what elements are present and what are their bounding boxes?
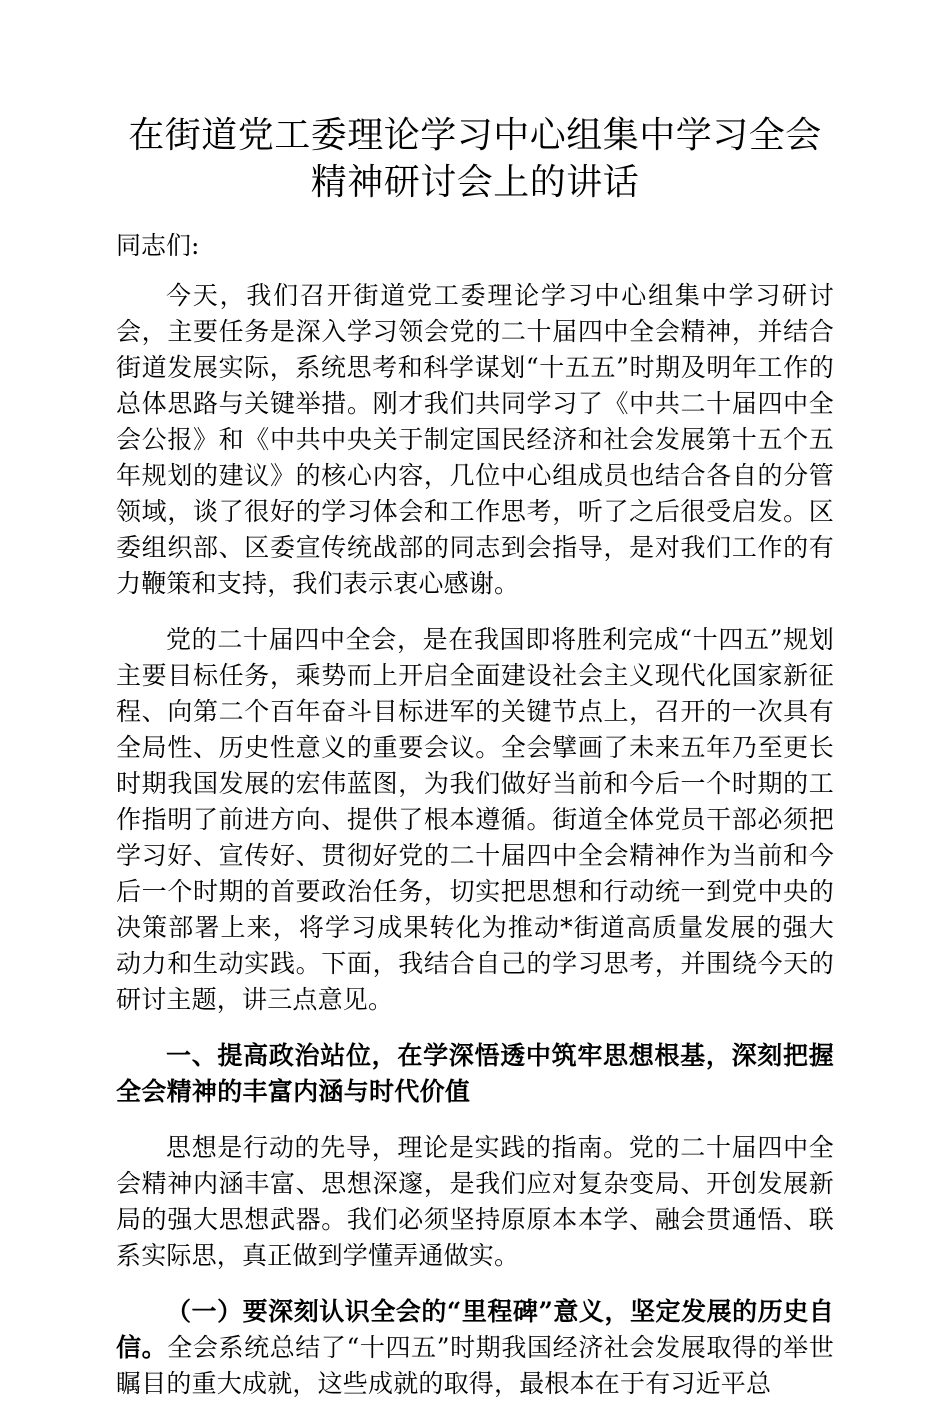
paragraph-context: 党的二十届四中全会，是在我国即将胜利完成“十四五”规划主要目标任务，乘势而上开启全面建设社会主义现代化国家新征程、向第二个百年奋斗目标进军的关键节点上，召开的一次具有全局性、历史性意义的重要会议。全会擘画了未来五年乃至更长时期我国发展的宏伟蓝图，为我们做好当前和今后一个时期的工作指明了前进方向、提供了根本遵循。街道全体党员干部必须把学习好、宣传好、贯彻好党的二十届四中全会精神作为当前和今后一个时期的首要政治任务，切实把思想和行动统一到党中央的决策部署上来，将学习成果转化为推动*街道高质量发展的强大动力和生动实践。下面，我结合自己的学习思考，并围绕今天的研讨主题，讲三点意见。 bbox=[116, 625, 834, 1014]
document-title: 在街道党工委理论学习中心组集中学习全会精神研讨会上的讲话 bbox=[128, 115, 822, 203]
subsection-1-paragraph bbox=[116, 1294, 834, 1402]
subsection-1-text: 全会系统总结了“十四五”时期我国经济社会发展取得的举世瞩目的重大成就，这些成就的取得，最根本在于有习近平总 bbox=[116, 1333, 834, 1398]
paragraph-intro: 今天，我们召开街道党工委理论学习中心组集中学习研讨会，主要任务是深入学习领会党的二十届四中全会精神，并结合街道发展实际，系统思考和科学谋划“十五五”时期及明年工作的总体思路与关键举措。刚才我们共同学习了《中共二十届四中全会公报》和《中共中央关于制定国民经济和社会发展第十五个五年规划的建议》的核心内容，几位中心组成员也结合各自的分管领域，谈了很好的学习体会和工作思考，听了之后很受启发。区委组织部、区委宣传统战部的同志到会指导，是对我们工作的有力鞭策和支持，我们表示衷心感谢。 bbox=[116, 281, 834, 598]
document-page bbox=[116, 112, 834, 1402]
subsection-1-lead: （一）要深刻认识全会的“里程碑”意义，坚定发展的历史自信。 bbox=[116, 1297, 834, 1362]
section-1-paragraph: 思想是行动的先导，理论是实践的指南。党的二十届四中全会精神内涵丰富、思想深邃，是我们应对复杂变局、开创发展新局的强大思想武器。我们必须坚持原原本本学、融会贯通悟、联系实际思，真正做到学懂弄通做实。 bbox=[116, 1133, 834, 1270]
greeting: 同志们: bbox=[116, 231, 200, 260]
section-heading-1: 一、提高政治站位，在学深悟透中筑牢思想根基，深刻把握全会精神的丰富内涵与时代价值 bbox=[116, 1041, 834, 1106]
